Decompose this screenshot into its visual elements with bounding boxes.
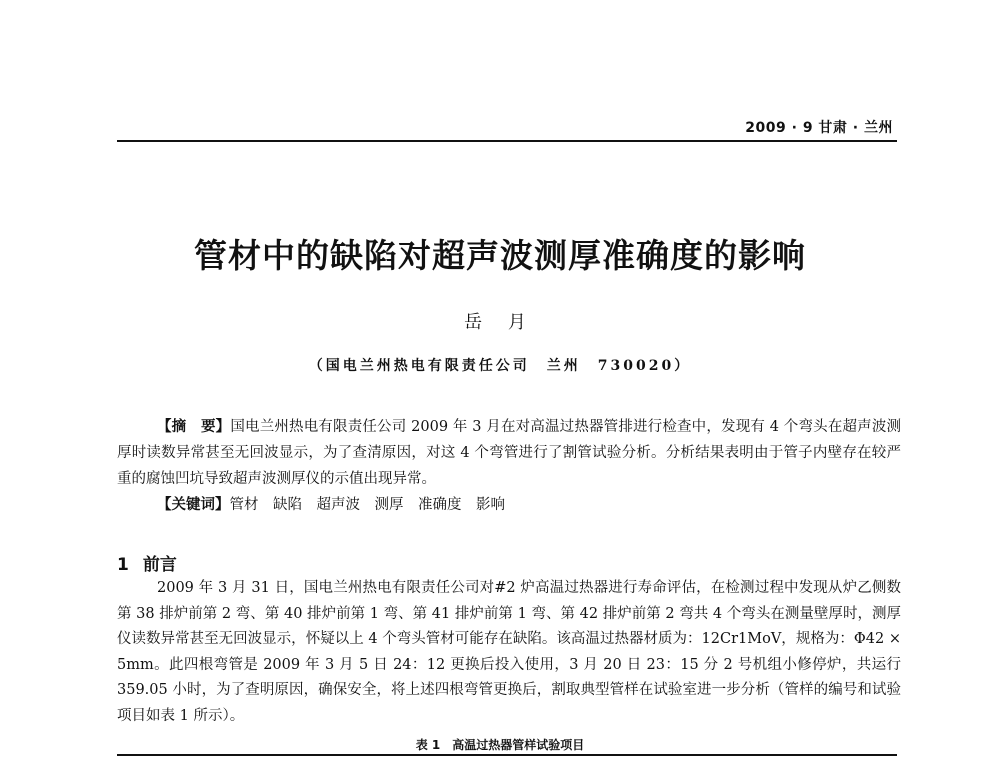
keywords-paragraph: [117, 492, 901, 518]
keywords-text: 管材 缺陷 超声波 测厚 准确度 影响: [229, 497, 505, 513]
table-top-rule: [117, 754, 897, 756]
table-caption: 表 1 高温过热器管样试验项目: [415, 738, 585, 752]
journal-header: 2009 · 9 甘肃 · 兰州: [745, 120, 893, 136]
abstract-block: [117, 414, 901, 518]
section-heading: [117, 550, 177, 575]
paper-title: 管材中的缺陷对超声波测厚准确度的影响: [194, 236, 806, 275]
section-body: [117, 576, 901, 729]
keywords-label: 【关键词】: [157, 497, 230, 513]
abstract-text: 国电兰州热电有限责任公司 2009 年 3 月在对高温过热器管排进行检查中，发现有 4 个弯头在超声波测厚时读数异常甚至无回波显示，为了查清原因，对这 4 个弯管进行了割管试验分析。分析结果表明由于管子内壁存在较严重的腐蚀凹坑导致超声波测厚仪的示值出现异常。: [117, 419, 901, 487]
abstract-paragraph: [117, 414, 901, 492]
body-paragraph: 2009 年 3 月 31 日，国电兰州热电有限责任公司对#2 炉高温过热器进行寿命评估，在检测过程中发现从炉乙侧数第 38 排炉前第 2 弯、第 40 排炉前第 1 弯、第 41 排炉前第 1 弯、第 42 排炉前第 2 弯共 4 个弯头在测量壁厚时，测厚仪读数异常甚至无回波显示，怀疑以上 4 个弯头管材可能存在缺陷。该高温过热器材质为：12Cr1MoV，规格为：Φ42 × 5mm。此四根弯管是 2009 年 3 月 5 日 24：12 更换后投入使用，3 月 20 日 23：15 分 2 号机组小修停炉，共运行 359.05 小时，为了查明原因，确保安全，将上述四根弯管更换后，割取典型管样在试验室进一步分析（管样的编号和试验项目如表 1 所示）。: [117, 580, 901, 724]
section-title-text: 前言: [142, 555, 177, 575]
affiliation: （国电兰州热电有限责任公司 兰州 730020）: [308, 358, 692, 374]
abstract-label: 【摘 要】: [157, 419, 231, 435]
author-name: 岳 月: [464, 312, 536, 333]
header-divider: [117, 140, 897, 142]
section-number: 1: [117, 555, 129, 575]
